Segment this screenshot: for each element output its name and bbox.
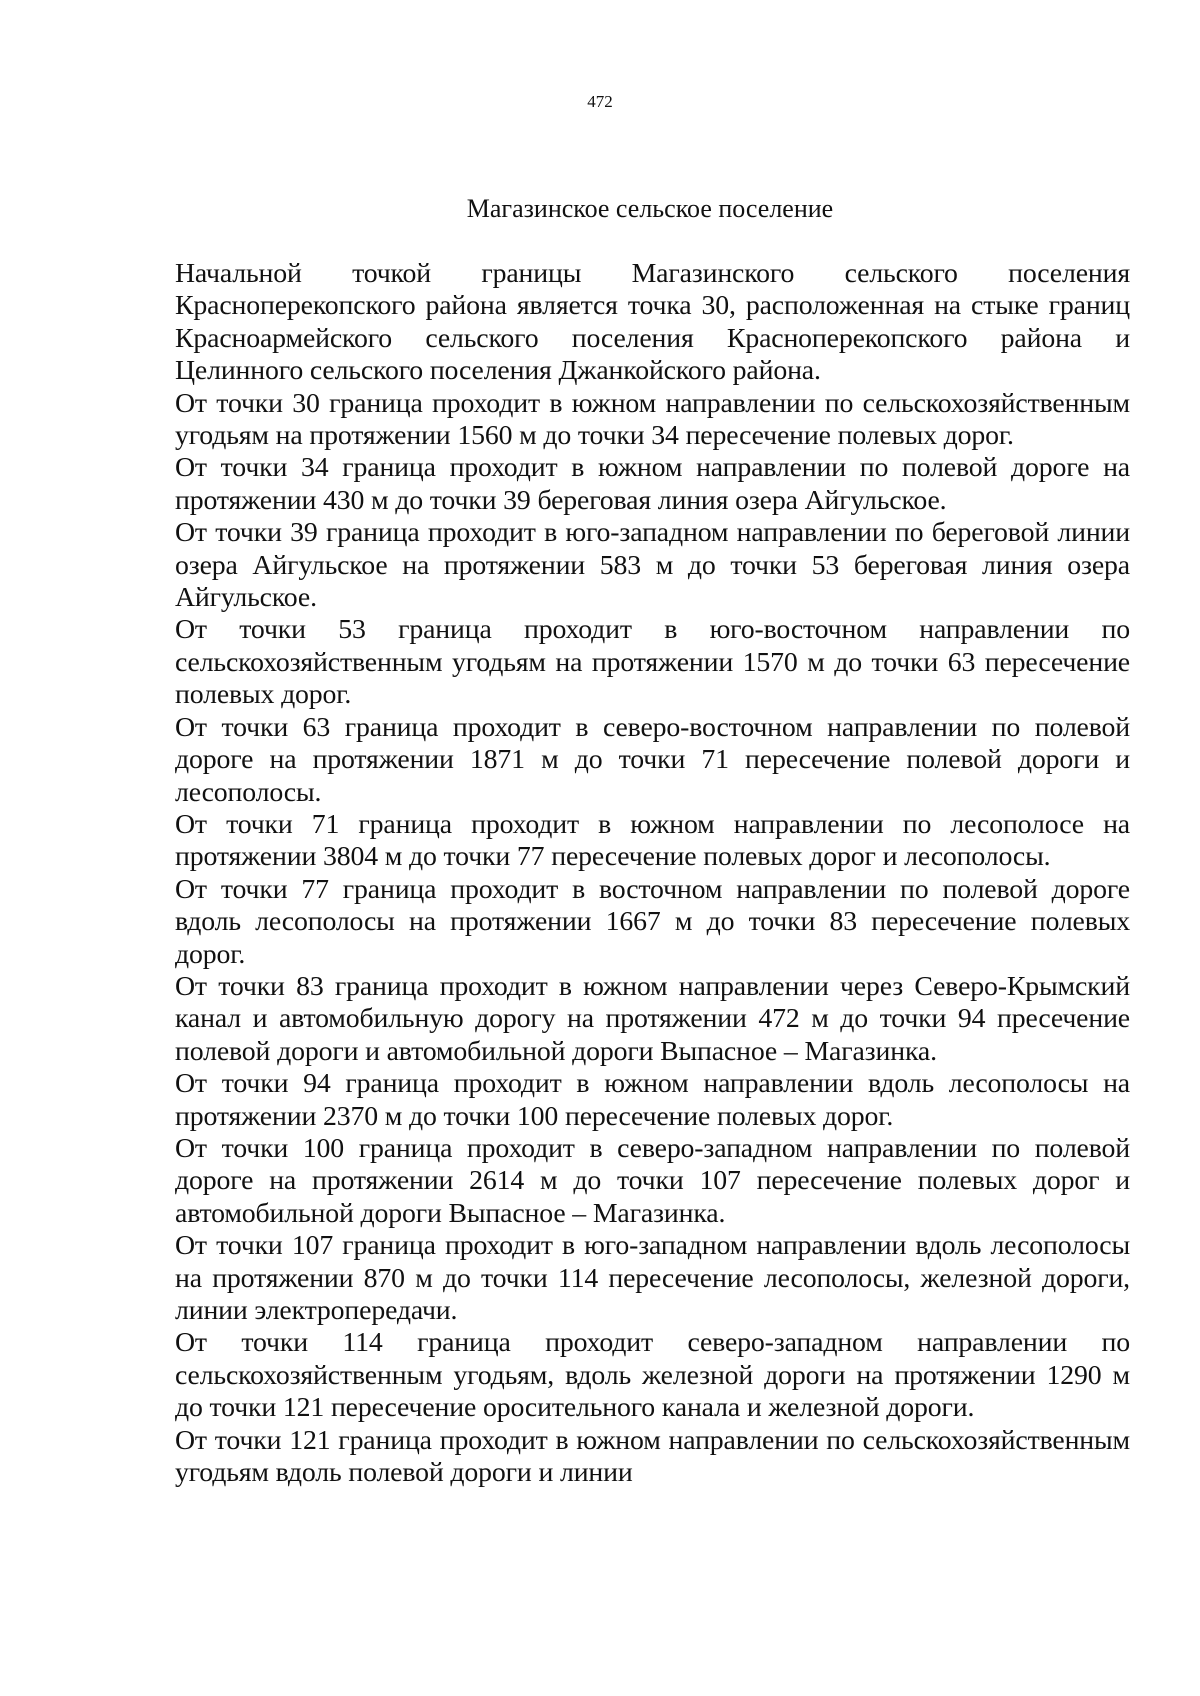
- page-number: 472: [587, 92, 613, 111]
- document-body: [175, 258, 1130, 1489]
- paragraph-intro: Начальной точкой границы Магазинского сельского поселения Красноперекопского района является точка 30, расположенная на стыке границ Красноармейского сельского поселения Красноперекопского района и Целинного сельского поселения Джанкойского района.: [175, 258, 1130, 387]
- paragraph: От точки 30 граница проходит в южном направлении по сельскохозяйственным угодьям на протяжении 1560 м до точки 34 пересечение полевых дорог.: [175, 387, 1130, 452]
- paragraph: От точки 100 граница проходит в северо-западном направлении по полевой дороге на протяжении 2614 м до точки 107 пересечение полевых дорог и автомобильной дороги Выпасное – Магазинка.: [175, 1132, 1130, 1229]
- paragraph: От точки 34 граница проходит в южном направлении по полевой дороге на протяжении 430 м до точки 39 береговая линия озера Айгульское.: [175, 452, 1130, 516]
- paragraph: От точки 114 граница проходит северо-западном направлении по сельскохозяйственным угодьям, вдоль железной дороги на протяжении 1290 м до точки 121 пересечение оросительного канала и железной дороги.: [175, 1327, 1130, 1424]
- paragraph: От точки 77 граница проходит в восточном направлении по полевой дороге вдоль лесополосы на протяжении 1667 м до точки 83 пересечение полевых дорог.: [175, 873, 1130, 970]
- paragraph: От точки 121 граница проходит в южном направлении по сельскохозяйственным угодьям вдоль полевой дороги и линии: [175, 1424, 1130, 1489]
- paragraph: От точки 63 граница проходит в северо-восточном направлении по полевой дороге на протяжении 1871 м до точки 71 пересечение полевой дороги и лесополосы.: [175, 711, 1130, 808]
- paragraph: От точки 83 граница проходит в южном направлении через Северо-Крымский канал и автомобильную дорогу на протяжении 472 м до точки 94 пресечение полевой дороги и автомобильной дороги Выпасное – Магазинка.: [175, 970, 1130, 1067]
- paragraph: От точки 94 граница проходит в южном направлении вдоль лесополосы на протяжении 2370 м до точки 100 пересечение полевых дорог.: [175, 1068, 1130, 1132]
- page-title: Магазинское сельское поселение: [466, 194, 834, 223]
- paragraph: От точки 53 граница проходит в юго-восточном направлении по сельскохозяйственным угодьям на протяжении 1570 м до точки 63 пересечение полевых дорог.: [175, 614, 1130, 711]
- paragraph: От точки 39 граница проходит в юго-западном направлении по береговой линии озера Айгульское на протяжении 583 м до точки 53 береговая линия озера Айгульское.: [175, 517, 1130, 614]
- paragraph: От точки 107 граница проходит в юго-западном направлении вдоль лесополосы на протяжении 870 м до точки 114 пересечение лесополосы, железной дороги, линии электропередачи.: [175, 1230, 1130, 1326]
- paragraph: От точки 71 граница проходит в южном направлении по лесополосе на протяжении 3804 м до точки 77 пересечение полевых дорог и лесополосы.: [175, 808, 1130, 873]
